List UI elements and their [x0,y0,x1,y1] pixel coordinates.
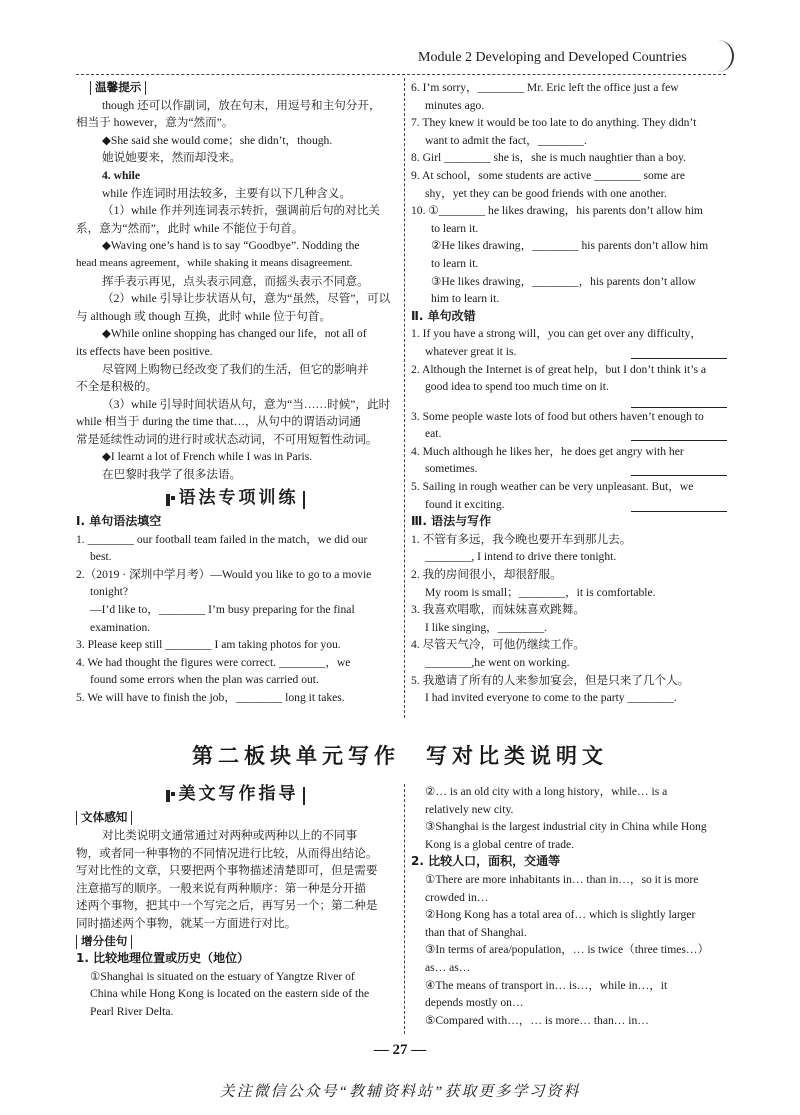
sentences-tag: 增分佳句 [76,935,132,949]
correction-line: 1. If you have a strong will，you can get over any difficulty， [411,327,702,341]
subsection-heading: 2. 比较人口，面积，交通等 [411,854,561,869]
right-bottom-column [411,783,727,1029]
question-line: ③He likes drawing，________，his parents don’t allow [431,274,696,288]
practice-title: 语法专项训练 [178,487,299,508]
writing-line: 3. 我喜欢唱歌，而妹妹喜欢跳舞。 [411,603,585,617]
question-line: best. [90,550,112,564]
paragraph-line: 述两个事物，把其中一个写完之后，再写另一个；第二种是 [76,899,378,913]
note-line: though 还可以作副词，放在句末，用逗号和主句分开， [102,98,381,112]
question-line: minutes ago. [425,98,485,112]
question-line: 8. Girl ________ she is，she is much naughtier than a boy. [411,151,686,165]
question-line: 6. I’m sorry，________ Mr. Eric left the office just a few [411,81,679,94]
answer-line[interactable] [631,347,727,359]
note-line: 系，意为“然而”，此时 while 不能位于句首。 [76,221,304,235]
writing-line: I like singing，________. [425,620,548,634]
paragraph-line: 物，或者同一种事物的不同情况进行比较，从而得出结论。 [76,846,378,860]
question-line: 1. ________ our football team failed in the match，we did our [76,532,368,546]
sentence-line: ①Shanghai is situated on the estuary of Yangtze River of [90,969,355,983]
section-heading: Ⅱ. 单句改错 [411,308,476,323]
sentence-line: relatively new city. [425,802,514,816]
writing-line: I had invited everyone to come to the party ________. [425,691,677,705]
example-line: ◆While online shopping has changed our life，not all of [102,327,367,341]
correction-line: found it exciting. [411,496,727,514]
sentence-line: ②Hong Kong has a total area of… which is slightly larger [425,908,696,922]
example-line: ◆I learnt a lot of French while I was in Paris. [102,450,313,464]
guide-title: 美文写作指导 [178,784,299,804]
writing-line: ________,he went on working. [425,656,570,669]
answer-line[interactable] [631,396,727,408]
footer-note: 关注微信公众号“教辅资料站”获取更多学习资料 [219,1084,581,1100]
writing-line: 1. 不管有多远，我今晚也要开车到那儿去。 [411,532,632,546]
section-heading: Ⅲ. 语法与写作 [411,514,492,529]
sentence-line: Pearl River Delta. [90,1004,174,1018]
note-line: while 相当于 during the time that…，从句中的谓语动词通 [76,415,361,429]
writing-line: 2. 我的房间很小，却很舒服。 [411,568,562,582]
question-line: shy，yet they can be good friends with one another. [425,186,667,200]
example-line: ◆She said she would come；she didn’t，though. [102,133,333,147]
practice-heading [76,487,394,509]
question-line: 7. They knew it would be too late to do anything. They didn’t [411,116,697,130]
correction-line: whatever great it is. [411,343,727,361]
writing-line: 5. 我邀请了所有的人来参加宴会，但是只来了几个人。 [411,673,690,687]
sentence-line: ③Shanghai is the largest industrial city in China while Hong [425,820,707,834]
question-line: ②He likes drawing，________ his parents don’t allow him [431,239,709,253]
translation-line: 挥手表示再见，点头表示同意，而摇头表示不同意。 [102,274,369,288]
sentence-line: ②… is an old city with a long history，while… is a [425,785,668,798]
question-line: him to learn it. [431,292,500,306]
question-line: 4. We had thought the figures were correct. ________，we [76,655,351,669]
answer-line[interactable] [631,429,727,441]
translation-line: 尽管网上购物已经改变了我们的生活，但它的影响并 [102,362,369,376]
sentence-line: China while Hong Kong is located on the eastern side of the [90,987,370,1001]
note-line: （3）while 引导时间状语从句，意为“当……时候”，此时 [102,397,391,411]
translation-line: 她说她要来，然而却没来。 [102,151,242,165]
left-top-column [76,79,394,707]
section-title: 第二板块单元写作 写对比类说明文 [192,743,608,768]
note-line: 常是延续性动词的进行时或状态动词，不可用短暂性动词。 [76,432,378,446]
sentence-line: ③In terms of area/population，… is twice（three times…） [425,943,710,957]
answer-line[interactable] [631,464,727,476]
header-rule [76,74,726,75]
paragraph-line: 注意描写的顺序。一般来说有两种顺序：第一种是分开描 [76,881,366,895]
note-line: （1）while 作并列连词表示转折，强调前后句的对比关 [102,204,380,218]
question-line: to learn it. [431,221,479,235]
question-line: 3. Please keep still ________ I am taking photos for you. [76,638,341,652]
example-line: head means agreement，while shaking it means disagreement. [76,256,353,269]
question-line: 10. ①________ he likes drawing，his parents don’t allow him [411,204,703,218]
subheading: 4. while [102,168,141,182]
translation-line: 不全是积极的。 [76,380,158,394]
writing-line: 4. 尽管天气冷，可他仍继续工作。 [411,638,585,652]
sentence-line: depends mostly on… [425,996,524,1010]
example-line: its effects have been positive. [76,344,213,358]
question-line: 2.（2019 · 深圳中学月考）—Would you like to go to a movie [76,567,372,581]
example-line: ◆Waving one’s hand is to say “Goodbye”. Nodding the [102,239,360,253]
sentence-line: than that of Shanghai. [425,925,527,939]
header-bracket-icon [716,40,734,72]
guide-heading [76,786,394,805]
paragraph-line: 同时描述两个事物，就某一方面进行对比。 [76,916,297,930]
writing-line: My room is small；________，it is comfortable. [425,585,656,599]
question-line: tonight? [90,585,128,599]
correction-line: 2. Although the Internet is of great help，but I don’t think it’s a [411,362,707,376]
page-number: — 27 — [373,1042,427,1058]
question-line: 9. At school，some students are active ________ some are [411,168,686,182]
correction-line: 3. Some people waste lots of food but others haven’t enough to [411,409,704,423]
paragraph-line: 写对比性的文章，只要把两个事物描述清楚即可，但是需要 [76,864,378,878]
question-line: 5. We will have to finish the job，________ long it takes. [76,690,345,704]
question-line: found some errors when the plan was carried out. [90,673,319,687]
sentence-line: as… as… [425,960,471,974]
sentence-line: ④The means of transport in… is…，while in…，it [425,978,668,992]
section-marker-icon [166,790,176,802]
question-line: —I’d like to，________ I’m busy preparing for the final [90,602,355,616]
sentence-line: ①There are more inhabitants in… than in…，so it is more [425,872,699,886]
title-bar-icon [303,491,305,509]
sentence-line: Kong is a global centre of trade. [425,837,575,851]
question-line: to learn it. [431,256,479,270]
running-header [418,50,738,66]
writing-line: ________, I intend to drive there tonight. [425,550,617,564]
correction-line: 5. Sailing in rough weather can be very unpleasant. But，we [411,480,694,494]
column-divider-bottom [404,784,405,1034]
header-title: Module 2 Developing and Developed Countries [418,50,687,65]
translation-line: 在巴黎时我学了很多法语。 [102,468,242,482]
title-bar-icon [303,787,305,805]
correction-line: eat. [411,425,727,443]
note-line: while 作连词时用法较多，主要有以下几种含义。 [102,186,351,200]
sentence-line: crowded in… [425,890,489,904]
left-bottom-column [76,786,394,1020]
note-line: 与 although 或 though 互换，此时 while 位于句首。 [76,309,332,323]
note-line: 相当于 however，意为“然而”。 [76,116,234,130]
column-divider-top [404,78,405,718]
right-top-column [411,79,727,707]
paragraph-line: 对比类说明文通常通过对两种或两种以上的不同事 [102,828,358,842]
sentence-line: ⑤Compared with…，… is more… than… in… [425,1013,649,1027]
tip-label: 温馨提示 [90,81,146,95]
question-line: examination. [90,620,151,634]
correction-line: sometimes. [411,460,727,478]
answer-line[interactable] [631,500,727,512]
subsection-heading: 1. 比较地理位置或历史（地位） [76,951,250,966]
section-heading: Ⅰ. 单句语法填空 [76,514,162,528]
correction-line: good idea to spend too much time on it. [425,380,609,394]
section-marker-icon [166,494,176,506]
genre-tag: 文体感知 [76,811,132,825]
correction-line: 4. Much although he likes her，he does get angry with her [411,444,684,458]
question-line: want to admit the fact，________. [425,133,587,147]
note-line: （2）while 引导让步状语从句，意为“虽然，尽管”，可以 [102,292,391,306]
